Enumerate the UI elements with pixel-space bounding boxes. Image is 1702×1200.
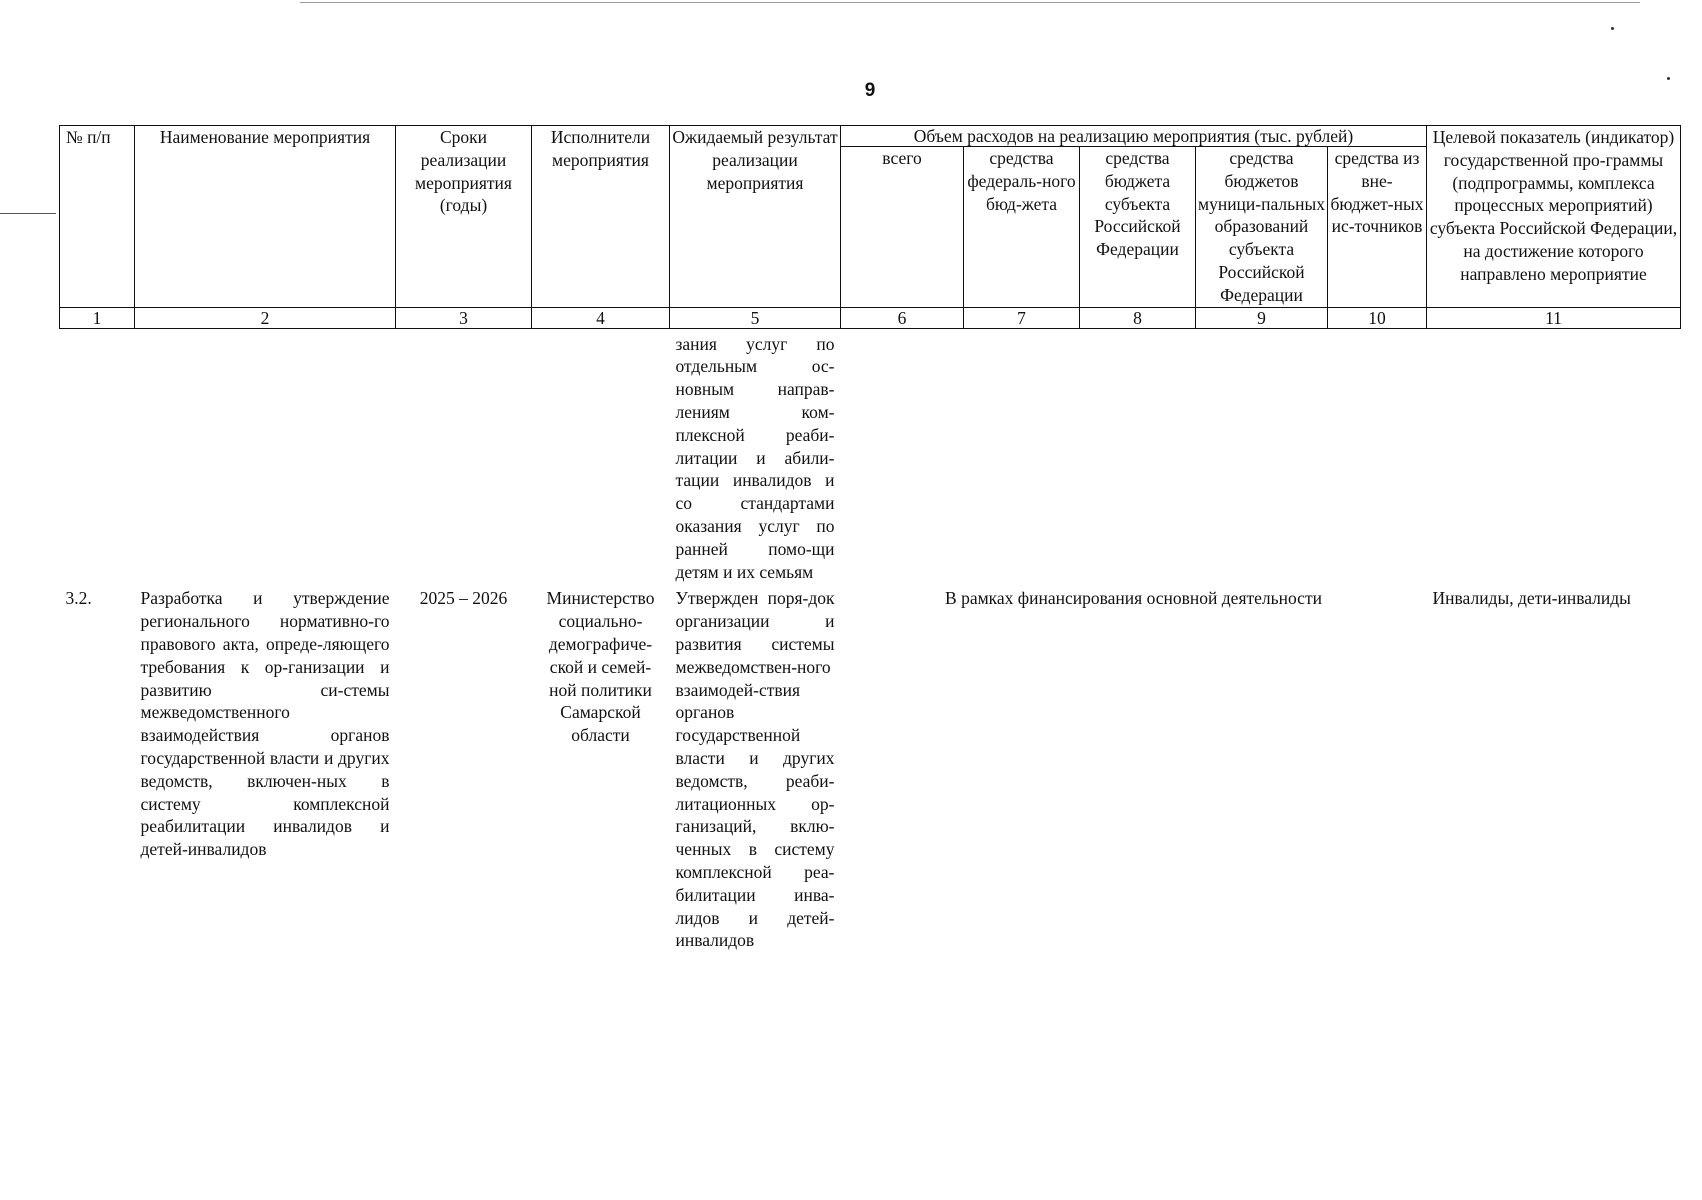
page-number: 9	[864, 80, 876, 101]
row-executors	[532, 328, 670, 583]
row-finance-note	[841, 328, 1427, 583]
column-number: 5	[670, 307, 841, 328]
header-name: Наименование мероприятия	[135, 126, 396, 308]
column-number: 11	[1427, 307, 1681, 328]
row-num: 3.2.	[65, 588, 92, 609]
column-number: 4	[532, 307, 670, 328]
row-expected-result: зания услуг по отдельным ос-новным направ-лениям ком-плексной реаби-литации и абили-тации инвалидов и со стандартами оказания услуг по ранней помо-щи детям и их семьям	[675, 333, 835, 582]
column-number: 1	[60, 307, 135, 328]
column-number: 7	[964, 307, 1080, 328]
scan-speck	[1611, 27, 1614, 30]
header-expenses-municipal: средства бюджетов муници-пальных образований субъекта Российской Федерации	[1196, 147, 1328, 308]
column-number: 3	[396, 307, 532, 328]
column-number: 9	[1196, 307, 1328, 328]
header-expenses-subject: средства бюджета субъекта Российской Федерации	[1080, 147, 1196, 308]
scan-top-rule	[300, 2, 1640, 3]
header-expenses-group: Объем расходов на реализацию мероприятия (тыс. рублей)	[841, 126, 1427, 147]
row-target-indicator: Инвалиды, дети-инвалиды	[1432, 588, 1631, 609]
header-period: Сроки реализации мероприятия (годы)	[396, 126, 532, 308]
row-name: Разработка и утверждение регионального нормативно-го правового акта, опреде-ляющего требования к ор-ганизации и развитию си-стемы межведомственного взаимодействия органов государственной власти и других ведомств, включен-ных в систему комплексной реабилитации инвалидов и детей-инвалидов	[140, 588, 390, 860]
row-period: 2025 – 2026	[419, 588, 508, 609]
header-expected-result: Ожидаемый результат реализации мероприятия	[670, 126, 841, 308]
row-name	[135, 328, 396, 583]
header-target-indicator: Целевой показатель (индикатор) государственной про-граммы (подпрограммы, комплекса процессных мероприятий) субъекта Российской Федерации, на достижение которого направлено мероприятие	[1427, 126, 1681, 308]
header-row	[60, 126, 1681, 147]
column-number: 8	[1080, 307, 1196, 328]
table-row	[60, 328, 1681, 583]
row-num	[60, 328, 135, 583]
scan-left-rule	[0, 213, 56, 214]
column-number: 10	[1328, 307, 1427, 328]
plan-table	[59, 125, 1681, 982]
header-expenses-total: всего	[841, 147, 964, 308]
row-period	[396, 328, 532, 583]
header-expenses-federal: средства федераль-ного бюд-жета	[964, 147, 1080, 308]
column-number-row	[60, 307, 1681, 328]
row-target-indicator	[1427, 328, 1681, 583]
row-executors: Министерство социально-демографиче-ской и семей-ной политики Самарской области	[546, 588, 655, 746]
header-expenses-extrabudget: средства из вне-бюджет-ных ис-точников	[1328, 147, 1427, 308]
table-row	[60, 583, 1681, 982]
row-expected-result: Утвержден поря-док организации и развития системы межведомствен-ного взаимодей-ствия органов государственной власти и других ведомств, реаби-литационных ор-ганизаций, вклю-ченных в систему комплексной реа-билитации инва-лидов и детей-инвалидов	[675, 588, 835, 951]
column-number: 6	[841, 307, 964, 328]
header-executors: Исполнители мероприятия	[532, 126, 670, 308]
header-num: № п/п	[60, 126, 135, 308]
column-number: 2	[135, 307, 396, 328]
row-finance-note: В рамках финансирования основной деятельности	[945, 588, 1322, 609]
